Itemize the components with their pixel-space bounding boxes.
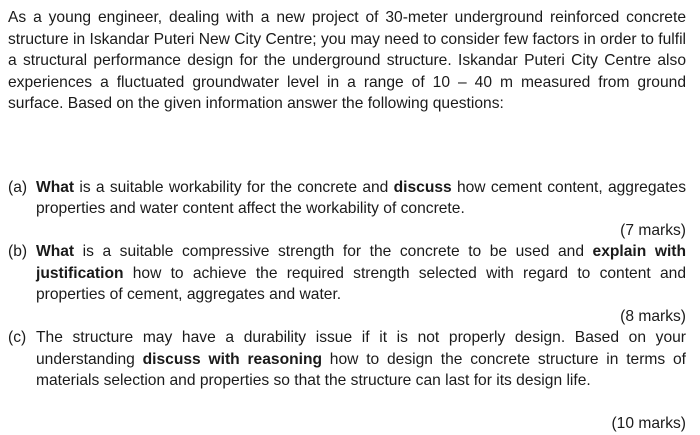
marks-label: (8 marks)	[620, 307, 686, 325]
question-emphasis: What	[36, 178, 75, 196]
marks-label: (7 marks)	[620, 221, 686, 239]
question-emphasis: What	[36, 243, 75, 260]
question-a	[8, 177, 686, 242]
question-label: (a)	[8, 178, 28, 196]
question-emphasis: explain with justification	[36, 243, 686, 282]
question-label: (c)	[8, 329, 27, 346]
question-label: (b)	[8, 243, 28, 260]
question-emphasis: discuss	[393, 178, 452, 196]
question-text	[8, 241, 686, 306]
intro-paragraph: As a young engineer, dealing with a new project of 30-meter underground reinforced concrete structure in Iskandar Puteri New City Centre; you may need to consider few factors in order to fulfil a structural performance design for the underground structure. Iskandar Puteri City Centre also experiences a fluctuated groundwater level in a range of 10 – 40 m measured from ground surface. Based on the given information answer the following questions:	[8, 9, 686, 112]
question-text-segment: how cement content, aggregates properties and water content affect the workability of concrete.	[36, 178, 686, 217]
question-text-segment: is a suitable compressive strength for the concrete to be used and	[74, 243, 593, 260]
question-c	[8, 327, 686, 435]
question-text-segment: how to design the concrete structure in terms of materials selection and properties so that the structure can last for its design life.	[36, 350, 687, 389]
question-text-segment: The structure may have a durability issue if it is not properly design. Based on your understanding	[36, 329, 686, 368]
question-text-segment: is a suitable workability for the concrete and	[74, 178, 394, 196]
question-text	[8, 327, 686, 392]
question-emphasis: discuss with reasoning	[142, 350, 323, 368]
question-text	[8, 177, 686, 220]
marks-label: (10 marks)	[611, 415, 686, 432]
question-b	[8, 241, 686, 327]
question-text-segment: how to achieve the required strength selected with regard to content and properties of cement, aggregates and water.	[36, 264, 686, 303]
